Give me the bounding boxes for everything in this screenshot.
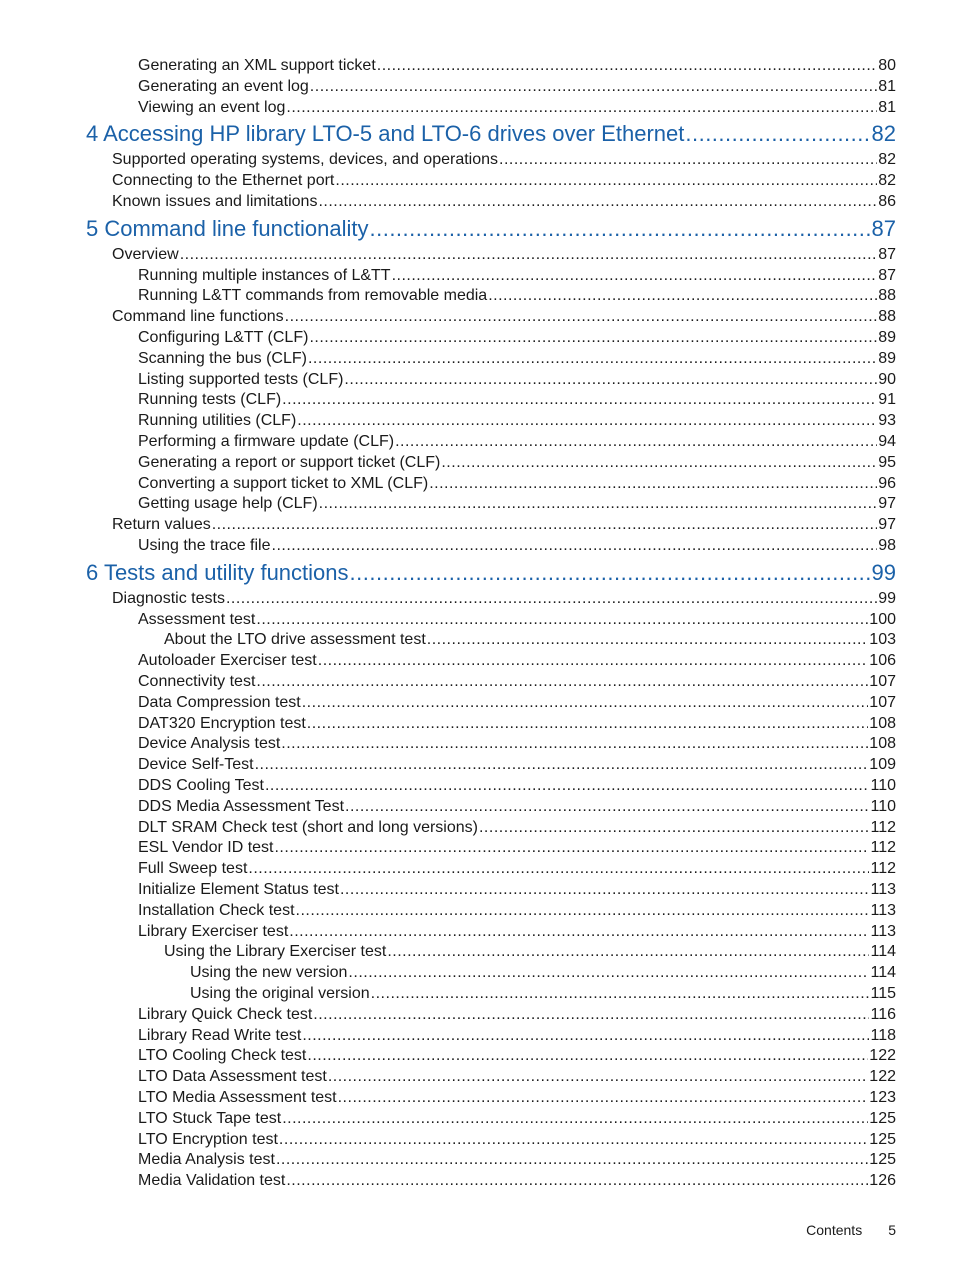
toc-entry-title: LTO Data Assessment test [138,1068,327,1086]
dot-leader [340,879,870,900]
toc-entry-page: 112 [870,818,896,836]
dot-leader [499,149,877,170]
toc-entry[interactable] [112,514,896,535]
dot-leader [310,76,877,97]
toc-entry-title: LTO Encryption test [138,1130,278,1148]
toc-chapter-entry[interactable] [86,214,896,244]
toc-entry-page: 112 [870,839,896,857]
toc-entry[interactable] [190,983,896,1004]
toc-entry-page: 89 [878,349,896,367]
toc-entry-title: Running multiple instances of L&TT [138,266,391,284]
toc-entry-title: Using the new version [190,964,348,982]
toc-entry-page: 88 [878,308,896,326]
toc-entry[interactable] [138,775,896,796]
toc-entry[interactable] [138,713,896,734]
toc-entry[interactable] [138,817,896,838]
toc-entry-page: 82 [878,151,896,169]
toc-entry-page: 99 [871,559,896,585]
toc-entry[interactable] [138,76,896,97]
toc-entry-page: 114 [870,964,896,982]
toc-entry-page: 91 [878,391,896,409]
dot-leader [318,191,877,212]
toc-entry[interactable] [138,1170,896,1191]
toc-entry-page: 88 [878,287,896,305]
footer-page-number: 5 [888,1222,896,1238]
toc-entry[interactable] [112,244,896,265]
toc-entry-page: 107 [869,693,896,711]
toc-entry-title: Configuring L&TT (CLF) [138,329,309,346]
toc-entry-page: 107 [869,673,896,690]
dot-leader [282,1108,868,1129]
dot-leader [307,1045,868,1066]
toc-entry-title: ESL Vendor ID test [138,839,274,857]
dot-leader [180,244,878,265]
toc-entry[interactable] [138,493,896,514]
toc-entry-title: Full Sweep test [138,860,248,878]
toc-entry-title: LTO Stuck Tape test [138,1109,282,1127]
dot-leader [371,983,870,1004]
page-footer [806,1222,896,1238]
toc-entry-title: Using the Library Exerciser test [164,943,387,961]
dot-leader [226,588,877,609]
toc-entry-title: Command line functions [112,308,284,326]
toc-entry-page: 99 [878,589,896,607]
dot-leader [282,389,877,410]
toc-entry-page: 108 [869,714,896,732]
toc-entry-title: Initialize Element Status test [138,881,339,898]
toc-entry[interactable] [138,754,896,775]
toc-entry[interactable] [190,962,896,983]
toc-entry-title: Supported operating systems, devices, and operations [112,151,499,169]
toc-entry[interactable] [138,410,896,431]
dot-leader [272,535,878,556]
toc-entry-page: 94 [878,433,896,450]
toc-entry-title: 5 Command line functionality [86,215,369,241]
toc-entry-title: 6 Tests and utility functions [86,559,349,585]
toc-entry[interactable] [138,609,896,630]
toc-entry[interactable] [112,170,896,191]
dot-leader [302,692,869,713]
toc-entry-title: Connecting to the Ethernet port [112,172,335,190]
toc-entry-title: Viewing an event log [138,98,286,116]
toc-entry-page: 126 [869,1172,896,1190]
toc-entry-title: Scanning the bus (CLF) [138,349,307,367]
toc-entry[interactable] [112,149,896,170]
toc-entry[interactable] [138,858,896,879]
toc-chapter-entry[interactable] [86,119,896,149]
toc-entry[interactable] [112,588,896,609]
toc-entry-page: 113 [870,901,896,919]
toc-entry-page: 114 [870,943,896,961]
dot-leader [281,733,868,754]
toc-entry-title: Generating an event log [138,77,309,95]
toc-entry[interactable] [164,941,896,962]
toc-entry-title: Performing a firmware update (CLF) [138,433,395,450]
toc-entry-title: Media Analysis test [138,1151,275,1169]
toc-entry-page: 100 [869,610,896,628]
toc-entry-page: 90 [878,370,896,388]
dot-leader [297,410,877,431]
toc-entry[interactable] [138,535,896,556]
dot-leader [348,962,869,983]
dot-leader [377,55,877,76]
toc-entry-title: Running L&TT commands from removable media [138,287,488,305]
toc-entry-page: 116 [870,1005,896,1023]
toc-entry-title: Device Analysis test [138,735,281,753]
toc-entry-page: 125 [869,1109,896,1127]
dot-leader [328,1066,868,1087]
footer-section-label: Contents [806,1222,863,1238]
dot-leader [256,609,868,630]
toc-entry[interactable] [164,629,896,650]
toc-entry[interactable] [138,369,896,390]
toc-entry[interactable] [138,1108,896,1129]
toc-entry-title: Using the trace file [138,537,271,554]
toc-entry-title: Media Validation test [138,1172,286,1190]
toc-entry-page: 113 [870,881,896,898]
toc-entry[interactable] [138,97,896,118]
dot-leader [488,285,877,306]
dot-leader [369,214,870,244]
dot-leader [350,558,871,588]
dot-leader [479,817,870,838]
dot-leader [441,452,877,473]
toc-entry-title: Data Compression test [138,693,301,711]
toc-entry[interactable] [112,191,896,212]
toc-entry[interactable] [138,285,896,306]
dot-leader [256,671,868,692]
toc-entry-page: 87 [878,266,896,284]
toc-entry-page: 115 [870,985,896,1002]
toc-entry[interactable] [138,327,896,348]
toc-entry-title: Generating a report or support ticket (CLF) [138,453,441,471]
toc-entry-title: Diagnostic tests [112,589,225,607]
dot-leader [335,170,877,191]
toc-chapter-entry[interactable] [86,558,896,588]
toc-entry[interactable] [138,650,896,671]
toc-entry[interactable] [138,733,896,754]
toc-entry-page: 108 [869,735,896,753]
toc-entry-title: Running utilities (CLF) [138,412,297,430]
toc-entry-page: 110 [870,797,896,815]
dot-leader [248,858,869,879]
dot-leader [289,921,869,942]
dot-leader [212,514,877,535]
dot-leader [307,713,869,734]
toc-entry-page: 98 [878,537,896,554]
toc-entry-title: LTO Media Assessment test [138,1089,337,1106]
toc-entry-page: 123 [869,1089,896,1106]
toc-entry-title: Library Quick Check test [138,1005,313,1023]
toc-entry-title: Running tests (CLF) [138,391,282,409]
toc-entry-page: 95 [878,453,896,471]
dot-leader [685,119,870,149]
dot-leader [309,327,877,348]
dot-leader [274,837,869,858]
toc-entry-title: DDS Cooling Test [138,777,264,794]
toc-entry[interactable] [138,900,896,921]
dot-leader [255,754,869,775]
toc-entry-page: 82 [871,121,896,147]
toc-entry-page: 81 [878,77,896,95]
toc-entry[interactable] [138,473,896,494]
toc-entry-title: Known issues and limitations [112,193,318,210]
toc-entry[interactable] [138,1149,896,1170]
dot-leader [296,900,870,921]
toc-entry[interactable] [138,1129,896,1150]
toc-entry-title: Converting a support ticket to XML (CLF) [138,474,429,492]
toc-entry[interactable] [138,1087,896,1108]
toc-entry-title: LTO Cooling Check test [138,1047,307,1065]
toc-entry[interactable] [138,921,896,942]
toc-entry-page: 103 [869,631,896,649]
toc-entry[interactable] [138,1045,896,1066]
toc-entry-page: 97 [878,495,896,513]
dot-leader [286,97,877,118]
toc-entry[interactable] [138,348,896,369]
toc-entry-page: 80 [878,57,896,74]
toc-entry-title: Library Exerciser test [138,922,289,940]
toc-entry[interactable] [138,55,896,76]
toc-entry-title: DDS Media Assessment Test [138,797,345,815]
dot-leader [313,1004,869,1025]
dot-leader [338,1087,869,1108]
toc-entry-page: 118 [870,1026,896,1044]
toc-entry-title: Assessment test [138,610,256,628]
toc-entry-page: 87 [871,215,896,241]
dot-leader [308,348,877,369]
dot-leader [387,941,869,962]
toc-entry[interactable] [138,879,896,900]
dot-leader [265,775,870,796]
dot-leader [395,431,877,452]
dot-leader [285,306,878,327]
toc-entry-page: 97 [878,516,896,534]
toc-entry-page: 86 [878,193,896,210]
toc-entry-page: 122 [869,1047,896,1065]
toc-entry-page: 89 [878,329,896,346]
dot-leader [302,1025,869,1046]
dot-leader [344,369,877,390]
toc-entry[interactable] [138,431,896,452]
dot-leader [429,473,877,494]
toc-entry[interactable] [138,1066,896,1087]
toc-entry-page: 93 [878,412,896,430]
toc-entry-title: About the LTO drive assessment test [164,631,426,649]
toc-entry[interactable] [138,265,896,286]
toc-entry[interactable] [138,389,896,410]
toc-entry-page: 81 [878,98,896,116]
toc-entry-page: 96 [878,474,896,492]
toc-entry-title: 4 Accessing HP library LTO-5 and LTO-6 drives over Ethernet [86,121,685,147]
toc-entry-title: Autoloader Exerciser test [138,652,317,670]
toc-entry[interactable] [138,671,896,692]
toc-entry-page: 122 [869,1068,896,1086]
toc-entry-title: DAT320 Encryption test [138,714,306,732]
dot-leader [392,265,878,286]
toc-entry-title: Listing supported tests (CLF) [138,370,344,388]
toc-entry-page: 113 [870,922,896,940]
toc-entry-title: Library Read Write test [138,1026,302,1044]
toc-entry-title: Using the original version [190,985,370,1002]
toc-entry-title: Device Self-Test [138,756,254,774]
toc-entry-title: Installation Check test [138,901,295,919]
toc-entry[interactable] [112,306,896,327]
toc-entry[interactable] [138,452,896,473]
toc-entry[interactable] [138,796,896,817]
dot-leader [286,1170,868,1191]
toc-entry-title: Return values [112,516,211,534]
toc-entry-page: 106 [869,652,896,670]
toc-entry-page: 87 [878,245,896,263]
toc-entry-title: Generating an XML support ticket [138,57,376,74]
toc-entry-title: Connectivity test [138,673,256,690]
toc-entry-page: 125 [869,1130,896,1148]
dot-leader [318,650,869,671]
toc-entry-page: 82 [878,172,896,190]
toc-entry-title: DLT SRAM Check test (short and long versions) [138,818,478,836]
toc-entry-page: 112 [870,860,896,878]
toc-entry-page: 109 [869,756,896,774]
dot-leader [345,796,869,817]
toc-entry[interactable] [138,1004,896,1025]
toc-entry[interactable] [138,837,896,858]
toc-entry-title: Getting usage help (CLF) [138,495,318,513]
dot-leader [319,493,878,514]
toc-entry[interactable] [138,692,896,713]
toc-entry-title: Overview [112,245,179,263]
toc-entry[interactable] [138,1025,896,1046]
dot-leader [427,629,869,650]
toc-entry-page: 125 [869,1151,896,1169]
toc-entry-page: 110 [870,777,896,794]
dot-leader [276,1149,868,1170]
dot-leader [279,1129,868,1150]
